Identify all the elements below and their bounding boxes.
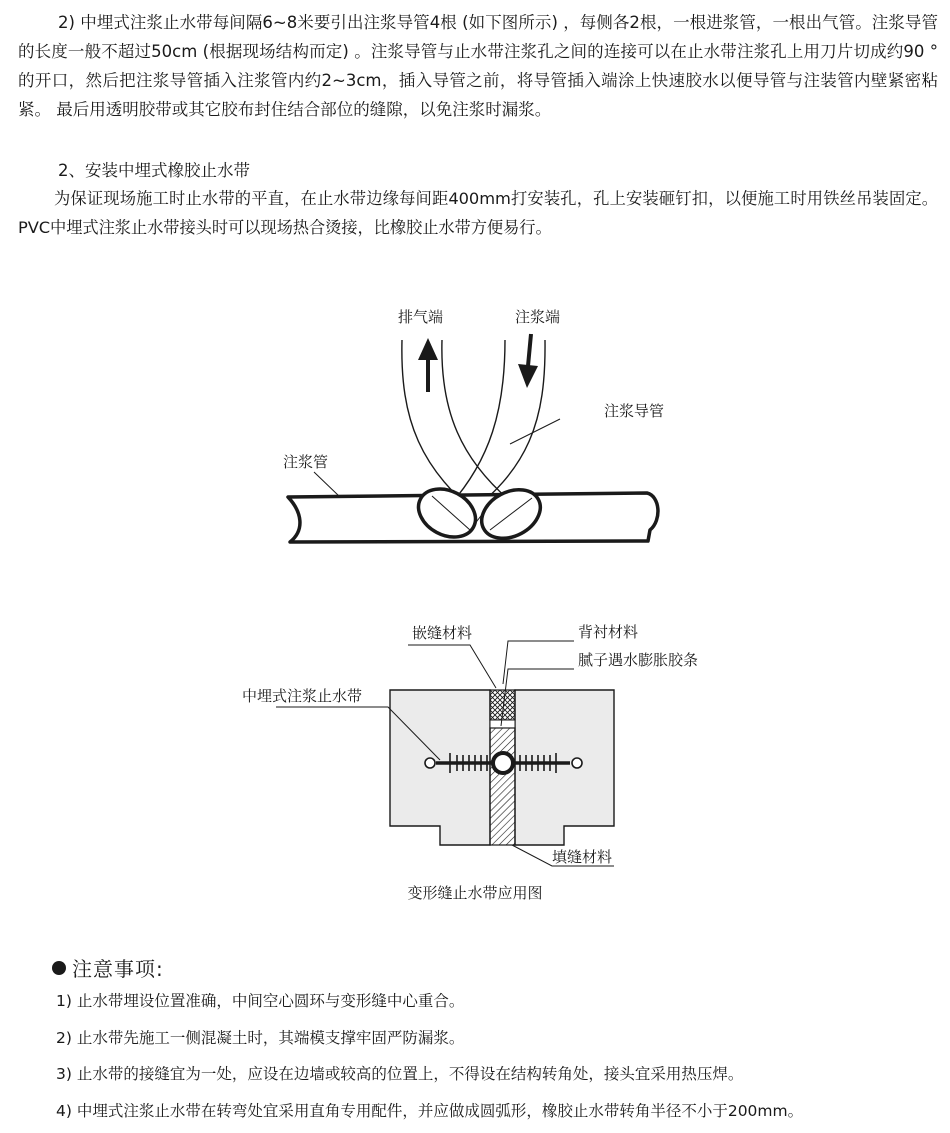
label-caulking-material: 嵌缝材料 [412, 624, 473, 642]
label-grout-end: 注浆端 [515, 308, 561, 326]
paragraph-install: 为保证现场施工时止水带的平直，在止水带边缘每间距400mm打安装孔，孔上安装砸钉扣，以便施工时用铁丝吊装固定。PVC中埋式注浆止水带接头时可以现场热合烫接，比橡胶止水带方便易行。 [18, 189, 938, 237]
guide-tube-right-inner [450, 340, 505, 505]
label-swelling-strip: 腻子遇水膨胀胶条 [578, 651, 699, 669]
notes-list [56, 987, 803, 1133]
notes-heading [52, 953, 164, 982]
label-embedded-waterstop: 中埋式注浆止水带 [242, 687, 363, 705]
list-item: 2) 止水带先施工一侧混凝土时，其端模支撑牢固严防漏浆。 [56, 1028, 465, 1047]
deformation-joint-diagram [0, 615, 950, 875]
list-item: 3) 止水带的接缝宜为一处，应设在边墙或较高的位置上，不得设在结构转角处，接头宜采用热压焊。 [56, 1065, 744, 1083]
list-item: 1) 止水带埋设位置准确，中间空心圆环与变形缝中心重合。 [56, 992, 465, 1010]
grout-tube-diagram [0, 290, 950, 560]
filling-material-region [490, 728, 515, 845]
figure-caption: 变形缝止水带应用图 [407, 884, 543, 902]
list-item: 4) 中埋式注浆止水带在转弯处宜采用直角专用配件，并应做成圆弧形，橡胶止水带转角半径不小于200mm。 [56, 1101, 804, 1120]
label-grout-pipe: 注浆管 [283, 453, 329, 471]
arrow-up-icon [418, 338, 438, 392]
notes-title-text: 注意事项: [72, 957, 164, 981]
paragraph-grout-tubes: 2) 中埋式注浆止水带每间隔6~8米要引出注浆导管4根 (如下图所示) ，每侧各2根，一根进浆管，一根出气管。注浆导管的长度一般不超过50cm (根据现场结构而定) 。注浆导管与止水带注浆孔之间的连接可以在止水带注浆孔上用刀片切成约90 °的开口，然后把注浆导管插入注浆管内约2~3cm，插入导管之前，将导管插入端涂上快速胶水以便导管与注装管内壁紧密粘紧。 最后用透明胶带或其它胶布封住结合部位的缝隙，以免注浆时漏浆。 [18, 13, 938, 119]
label-filling-material: 填缝材料 [552, 848, 613, 866]
label-exhaust-end: 排气端 [398, 308, 444, 326]
concrete-right [515, 690, 614, 845]
arrow-down-icon [518, 334, 538, 388]
bullet-icon [52, 961, 66, 975]
label-backing-material: 背衬材料 [578, 623, 639, 641]
swelling-strip-region [490, 720, 515, 728]
label-grout-guide-tube: 注浆导管 [604, 402, 665, 420]
section-heading-install: 2、安装中埋式橡胶止水带 [58, 161, 250, 180]
